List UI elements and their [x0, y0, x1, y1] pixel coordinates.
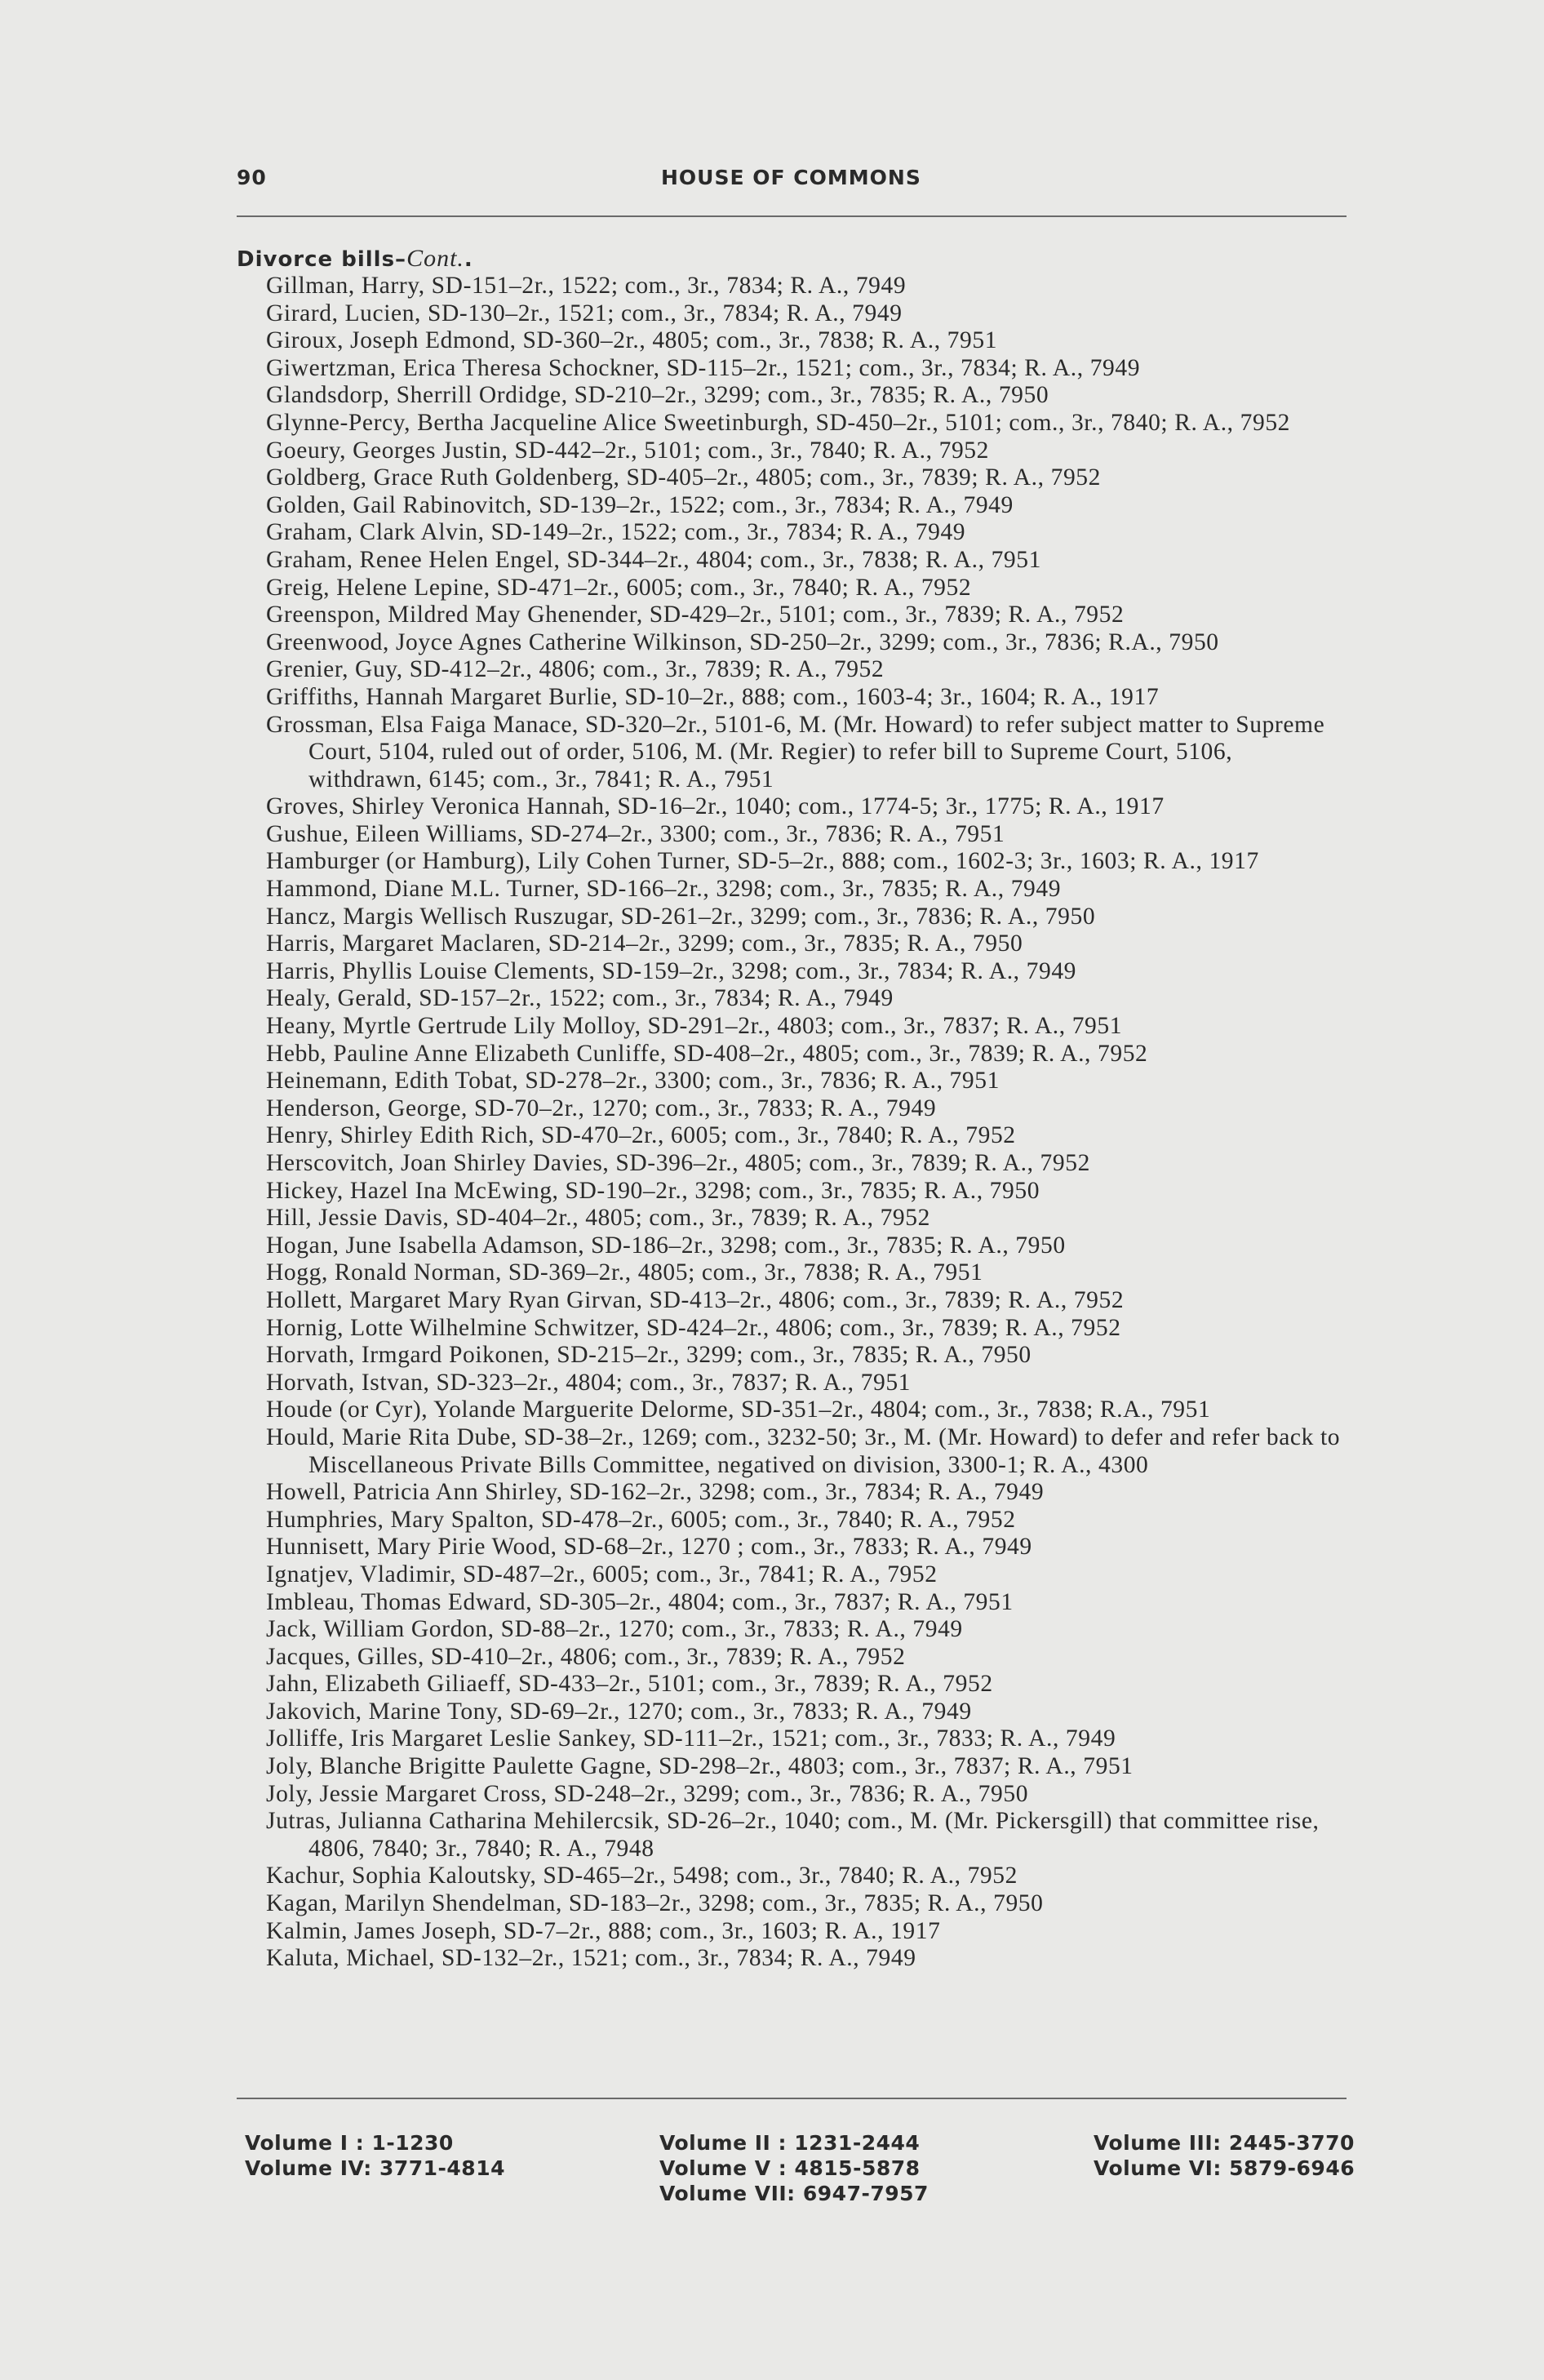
index-entry: Graham, Clark Alvin, SD-149–2r., 1522; com., 3r., 7834; R. A., 7949 — [266, 519, 966, 546]
index-entry: Gillman, Harry, SD-151–2r., 1522; com., 3r., 7834; R. A., 7949 — [266, 273, 907, 299]
index-entry: Girard, Lucien, SD-130–2r., 1521; com., 3r., 7834; R. A., 7949 — [266, 300, 903, 326]
index-entry: Grenier, Guy, SD-412–2r., 4806; com., 3r., 7839; R. A., 7952 — [266, 656, 885, 683]
index-entry: Hunnisett, Mary Pirie Wood, SD-68–2r., 1270 ; com., 3r., 7833; R. A., 7949 — [266, 1534, 1032, 1561]
section-heading-text: Divorce bills– — [237, 247, 407, 272]
volume-index-footer — [245, 2130, 1355, 2220]
index-entry: Howell, Patricia Ann Shirley, SD-162–2r., 3298; com., 3r., 7834; R. A., 7949 — [266, 1479, 1045, 1506]
volume-6-range: Volume VI: 5879-6946 — [1094, 2156, 1355, 2180]
index-entry: Houde (or Cyr), Yolande Marguerite Delorme, SD-351–2r., 4804; com., 3r., 7838; R.A., 7951 — [266, 1396, 1211, 1423]
index-entry: Imbleau, Thomas Edward, SD-305–2r., 4804; com., 3r., 7837; R. A., 7951 — [266, 1588, 1014, 1615]
index-entry: Ignatjev, Vladimir, SD-487–2r., 6005; com., 3r., 7841; R. A., 7952 — [266, 1561, 938, 1587]
volume-3-range: Volume III: 2445-3770 — [1094, 2131, 1355, 2155]
index-entry: Henderson, George, SD-70–2r., 1270; com., 3r., 7833; R. A., 7949 — [266, 1095, 937, 1121]
index-entry: Humphries, Mary Spalton, SD-478–2r., 6005; com., 3r., 7840; R. A., 7952 — [266, 1506, 1016, 1533]
index-entry: Grossman, Elsa Faiga Manace, SD-320–2r., 5101-6, M. (Mr. Howard) to refer subject matter to Supreme Court, 5104, ruled out of order, 5106, M. (Mr. Regier) to refer bill to Supreme Court, 5106, withdrawn, 6145; com., 3r., 7841; R. A., 7951 — [266, 711, 1325, 793]
section-heading-period: . — [464, 247, 473, 272]
index-entry: Horvath, Irmgard Poikonen, SD-215–2r., 3299; com., 3r., 7835; R. A., 7950 — [266, 1342, 1032, 1369]
index-entry: Jutras, Julianna Catharina Mehilercsik, SD-26–2r., 1040; com., M. (Mr. Pickersgill) that committee rise, 4806, 7840; 3r., 7840; R. A., 7948 — [266, 1808, 1320, 1862]
index-entry: Giroux, Joseph Edmond, SD-360–2r., 4805; com., 3r., 7838; R. A., 7951 — [266, 327, 998, 354]
index-entry: Griffiths, Hannah Margaret Burlie, SD-10–2r., 888; com., 1603-4; 3r., 1604; R. A., 1917 — [266, 683, 1160, 710]
index-entries — [266, 273, 1351, 1973]
volume-5-range: Volume V : 4815-5878 — [659, 2156, 921, 2180]
index-entry: Hollett, Margaret Mary Ryan Girvan, SD-413–2r., 4806; com., 3r., 7839; R. A., 7952 — [266, 1286, 1125, 1313]
index-entry: Jolliffe, Iris Margaret Leslie Sankey, SD-111–2r., 1521; com., 3r., 7833; R. A., 7949 — [266, 1725, 1116, 1752]
index-entry: Hancz, Margis Wellisch Ruszugar, SD-261–2r., 3299; com., 3r., 7836; R. A., 7950 — [266, 903, 1096, 930]
index-entry: Glynne-Percy, Bertha Jacqueline Alice Sweetinburgh, SD-450–2r., 5101; com., 3r., 7840; R. A., 7952 — [266, 409, 1291, 436]
index-entry: Henry, Shirley Edith Rich, SD-470–2r., 6005; com., 3r., 7840; R. A., 7952 — [266, 1122, 1016, 1149]
index-entry: Jahn, Elizabeth Giliaeff, SD-433–2r., 5101; com., 3r., 7839; R. A., 7952 — [266, 1671, 993, 1698]
index-entry: Kaluta, Michael, SD-132–2r., 1521; com., 3r., 7834; R. A., 7949 — [266, 1945, 916, 1972]
index-entry: Greenwood, Joyce Agnes Catherine Wilkinson, SD-250–2r., 3299; com., 3r., 7836; R.A., 7950 — [266, 628, 1219, 655]
index-entry: Hould, Marie Rita Dube, SD-38–2r., 1269; com., 3232-50; 3r., M. (Mr. Howard) to defer and refer back to Miscellaneous Private Bills Committee, negatived on division, 3300-1; R. A., 4300 — [266, 1423, 1341, 1478]
index-entry: Harris, Phyllis Louise Clements, SD-159–2r., 3298; com., 3r., 7834; R. A., 7949 — [266, 957, 1077, 984]
index-entry: Heinemann, Edith Tobat, SD-278–2r., 3300; com., 3r., 7836; R. A., 7951 — [266, 1068, 1000, 1095]
index-entry: Hogan, June Isabella Adamson, SD-186–2r., 3298; com., 3r., 7835; R. A., 7950 — [266, 1232, 1066, 1259]
index-entry: Goeury, Georges Justin, SD-442–2r., 5101; com., 3r., 7840; R. A., 7952 — [266, 437, 990, 464]
volume-7-range: Volume VII: 6947-7957 — [659, 2182, 929, 2205]
page-number: 90 — [237, 166, 267, 189]
index-entry: Gushue, Eileen Williams, SD-274–2r., 3300; com., 3r., 7836; R. A., 7951 — [266, 820, 1005, 847]
index-entry: Herscovitch, Joan Shirley Davies, SD-396–2r., 4805; com., 3r., 7839; R. A., 7952 — [266, 1150, 1090, 1176]
index-entry: Heany, Myrtle Gertrude Lily Molloy, SD-291–2r., 4803; com., 3r., 7837; R. A., 7951 — [266, 1013, 1123, 1040]
index-entry: Giwertzman, Erica Theresa Schockner, SD-115–2r., 1521; com., 3r., 7834; R. A., 7949 — [266, 354, 1141, 381]
index-entry: Joly, Jessie Margaret Cross, SD-248–2r., 3299; com., 3r., 7836; R. A., 7950 — [266, 1780, 1029, 1807]
index-entry: Hickey, Hazel Ina McEwing, SD-190–2r., 3298; com., 3r., 7835; R. A., 7950 — [266, 1177, 1040, 1204]
volume-2-range: Volume II : 1231-2444 — [659, 2131, 921, 2155]
index-entry: Healy, Gerald, SD-157–2r., 1522; com., 3r., 7834; R. A., 7949 — [266, 985, 894, 1012]
page-header — [237, 166, 1347, 198]
section-heading — [237, 245, 473, 273]
index-entry: Hill, Jessie Davis, SD-404–2r., 4805; com., 3r., 7839; R. A., 7952 — [266, 1205, 930, 1232]
index-entry: Hamburger (or Hamburg), Lily Cohen Turner, SD-5–2r., 888; com., 1602-3; 3r., 1603; R. A., 1917 — [266, 848, 1259, 875]
index-entry: Goldberg, Grace Ruth Goldenberg, SD-405–2r., 4805; com., 3r., 7839; R. A., 7952 — [266, 464, 1102, 491]
index-entry: Kagan, Marilyn Shendelman, SD-183–2r., 3298; com., 3r., 7835; R. A., 7950 — [266, 1890, 1044, 1917]
index-entry: Jacques, Gilles, SD-410–2r., 4806; com., 3r., 7839; R. A., 7952 — [266, 1643, 906, 1670]
section-heading-cont: Cont. — [406, 245, 464, 272]
index-entry: Greenspon, Mildred May Ghenender, SD-429–2r., 5101; com., 3r., 7839; R. A., 7952 — [266, 602, 1125, 628]
index-entry: Harris, Margaret Maclaren, SD-214–2r., 3299; com., 3r., 7835; R. A., 7950 — [266, 930, 1023, 957]
index-entry: Horvath, Istvan, SD-323–2r., 4804; com., 3r., 7837; R. A., 7951 — [266, 1369, 912, 1396]
index-entry: Greig, Helene Lepine, SD-471–2r., 6005; com., 3r., 7840; R. A., 7952 — [266, 574, 972, 601]
index-entry: Kachur, Sophia Kaloutsky, SD-465–2r., 5498; com., 3r., 7840; R. A., 7952 — [266, 1863, 1018, 1889]
index-entry: Graham, Renee Helen Engel, SD-344–2r., 4804; com., 3r., 7838; R. A., 7951 — [266, 546, 1041, 573]
index-entry: Hogg, Ronald Norman, SD-369–2r., 4805; com., 3r., 7838; R. A., 7951 — [266, 1259, 983, 1286]
volume-1-range: Volume I : 1-1230 — [245, 2131, 454, 2155]
page-title: HOUSE OF COMMONS — [661, 166, 921, 189]
index-entry: Golden, Gail Rabinovitch, SD-139–2r., 1522; com., 3r., 7834; R. A., 7949 — [266, 491, 1014, 518]
index-entry: Groves, Shirley Veronica Hannah, SD-16–2r., 1040; com., 1774-5; 3r., 1775; R. A., 1917 — [266, 793, 1165, 820]
volume-4-range: Volume IV: 3771-4814 — [245, 2156, 505, 2180]
index-entry: Kalmin, James Joseph, SD-7–2r., 888; com., 3r., 1603; R. A., 1917 — [266, 1917, 941, 1944]
index-entry: Joly, Blanche Brigitte Paulette Gagne, SD-298–2r., 4803; com., 3r., 7837; R. A., 7951 — [266, 1753, 1134, 1780]
index-entry: Hebb, Pauline Anne Elizabeth Cunliffe, SD-408–2r., 4805; com., 3r., 7839; R. A., 7952 — [266, 1040, 1148, 1067]
index-entry: Glandsdorp, Sherrill Ordidge, SD-210–2r., 3299; com., 3r., 7835; R. A., 7950 — [266, 382, 1049, 409]
index-entry: Hammond, Diane M.L. Turner, SD-166–2r., 3298; com., 3r., 7835; R. A., 7949 — [266, 876, 1062, 903]
header-divider — [237, 215, 1347, 217]
index-entry: Hornig, Lotte Wilhelmine Schwitzer, SD-424–2r., 4806; com., 3r., 7839; R. A., 7952 — [266, 1314, 1121, 1341]
index-entry: Jack, William Gordon, SD-88–2r., 1270; com., 3r., 7833; R. A., 7949 — [266, 1616, 963, 1643]
index-entry: Jakovich, Marine Tony, SD-69–2r., 1270; com., 3r., 7833; R. A., 7949 — [266, 1698, 972, 1725]
footer-divider — [237, 2098, 1347, 2099]
